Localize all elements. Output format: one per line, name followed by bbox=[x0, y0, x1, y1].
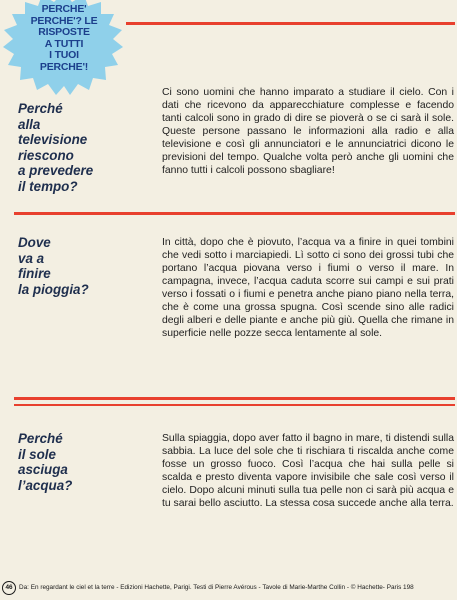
badge-line: PERCHE'! bbox=[39, 60, 89, 73]
question-line: riescono bbox=[18, 147, 74, 163]
question-line: il tempo? bbox=[18, 178, 78, 194]
question-line: va a bbox=[18, 250, 45, 266]
question-heading bbox=[18, 431, 138, 493]
question-heading bbox=[18, 101, 138, 195]
question-line: l’acqua? bbox=[18, 477, 73, 493]
question-line: asciuga bbox=[18, 462, 68, 478]
question-line: finire bbox=[18, 266, 51, 282]
section-divider bbox=[14, 397, 455, 400]
question-line: la pioggia? bbox=[18, 281, 89, 297]
question-line: Perché bbox=[18, 101, 63, 116]
badge-line: PERCHE'? LE RISPOSTE bbox=[30, 14, 98, 39]
section-divider bbox=[14, 212, 455, 215]
top-divider bbox=[126, 22, 455, 25]
question-line: televisione bbox=[18, 132, 88, 148]
page-footer bbox=[2, 580, 457, 596]
question-line: il sole bbox=[18, 446, 56, 462]
badge-line: I TUOI bbox=[49, 49, 79, 62]
question-line: a prevedere bbox=[18, 163, 94, 179]
badge-title bbox=[8, 4, 120, 74]
page-number: 46 bbox=[2, 581, 16, 595]
question-line: alla bbox=[18, 116, 41, 132]
footer-credits: Da: En regardant le ciel et la terre - Edizioni Hachette, Parigi. Testi di Pierre Avérous - Tavole di Marie-Marthe Collin - © Hachette- Paris 198 bbox=[19, 584, 414, 591]
badge-line: A TUTTI bbox=[44, 37, 84, 50]
badge-line: PERCHE' bbox=[41, 3, 87, 15]
answer-text: Sulla spiaggia, dopo aver fatto il bagno in mare, ti distendi sulla sabbia. La luce del sole che ti rischiara ti riscalda anche come fosse un grosso fuoco. Così l’acqua che hai sulla pelle si scalda e presto diventa vapore invisibile che sale così verso il cielo. Dopo alcuni minuti sulla tua pelle non ci sarà più acqua e tu sarai bello asciutto. La stessa cosa succede anche alla terra. bbox=[162, 433, 454, 509]
answer-text: In città, dopo che è piovuto, l’acqua va a finire in quei tombini che vedi sotto i marciapiedi. Lì sotto ci sono dei grossi tubi che portano l’acqua piovana verso i fiumi o verso il mare. In campagna, invece, l’acqua caduta scorre sui campi e sui prati verso i fossati o i fiumi e penetra anche piano piano nella terra, che è come una grossa spugna. Così scende sino alle radici degli alberi e delle piante e anche più giù. Quella che rimane in superficie nelle pozze secca lentamente al sole. bbox=[162, 237, 454, 339]
question-line: Perché bbox=[18, 431, 63, 446]
answer-text: Ci sono uomini che hanno imparato a studiare il cielo. Con i dati che ricevono da apparecchiature complesse e facendo tanti calcoli sono in grado di dire se pioverà o se ci sarà il sole. Queste persone passano le informazioni alla radio e alla televisione e così gli annunciatori e le annunciatrici dicono le previsioni del tempo. Qualche volta però anche gli uomini che fanno tutti i calcoli possono sbagliare! bbox=[162, 87, 454, 176]
question-line: Dove bbox=[18, 235, 51, 250]
question-heading bbox=[18, 235, 138, 297]
why-badge bbox=[2, 0, 126, 96]
section-divider-secondary bbox=[14, 404, 455, 406]
